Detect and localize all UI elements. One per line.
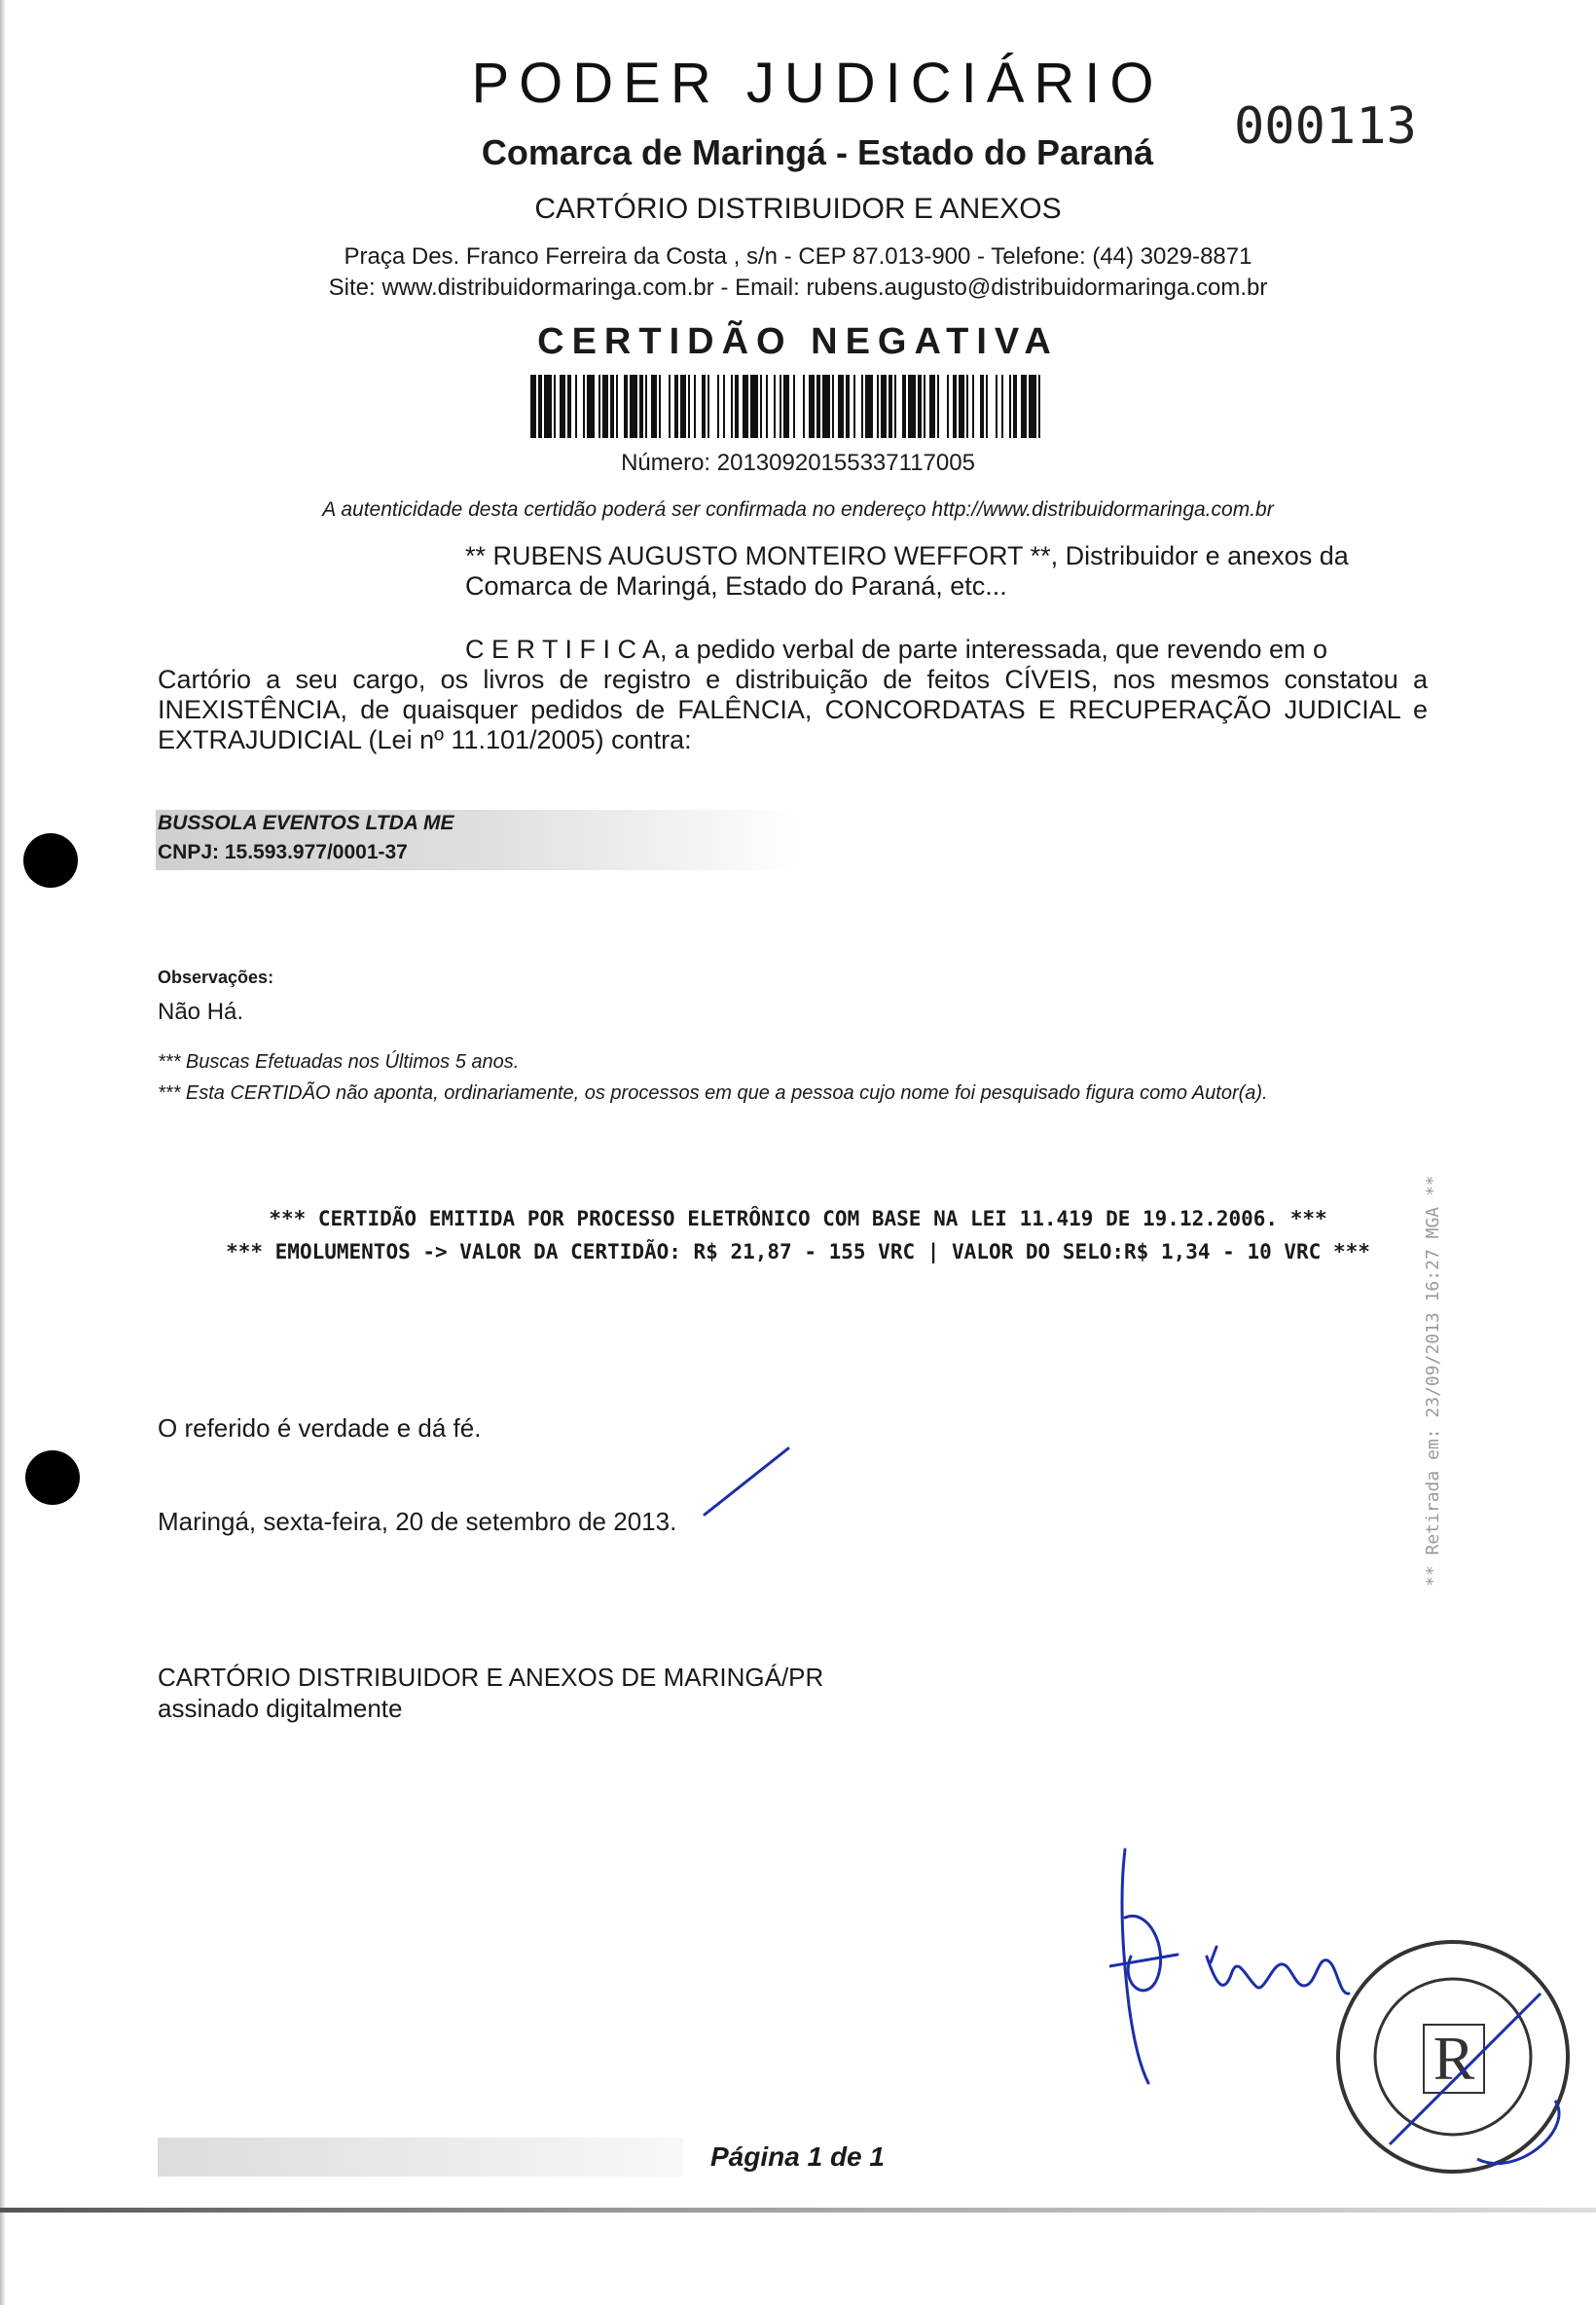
date-line: Maringá, sexta-feira, 20 de setembro de 2013. (158, 1507, 677, 1536)
subject-company: BUSSOLA EVENTOS LTDA ME (158, 812, 454, 834)
pen-tick-mark (699, 1443, 796, 1520)
certifica-first-line: C E R T I F I C A, a pedido verbal de parte interessada, que revendo em o (465, 635, 1328, 664)
observations-label: Observações: (158, 968, 274, 987)
observations-value: Não Há. (158, 999, 244, 1025)
closing-statement: O referido é verdade e dá fé. (158, 1413, 482, 1443)
header-subtitle: Comarca de Maringá - Estado do Paraná (481, 132, 1154, 172)
observation-note-2: *** Esta CERTIDÃO não aponta, ordinariamente, os processos em que a pessoa cujo nome foi pesquisado figura como Autor(a). (158, 1082, 1268, 1104)
office-signature: CARTÓRIO DISTRIBUIDOR E ANEXOS DE MARINGÁ/PR (158, 1663, 824, 1692)
punch-hole (25, 1450, 80, 1505)
seal-monogram: R (1433, 2024, 1475, 2093)
legal-notice-1: *** CERTIDÃO EMITIDA POR PROCESSO ELETRÔNICO COM BASE NA LEI 11.419 DE 19.12.2006. *** (269, 1207, 1327, 1230)
sequence-number: 000113 (1234, 97, 1417, 156)
office-contact: Site: www.distribuidormaringa.com.br - Email: rubens.augusto@distribuidormaringa.com.br (328, 274, 1268, 301)
office-name: CARTÓRIO DISTRIBUIDOR E ANEXOS (534, 193, 1062, 225)
barcode (530, 375, 1042, 438)
header-title: PODER JUDICIÁRIO (471, 52, 1164, 115)
office-address: Praça Des. Franco Ferreira da Costa , s/n - CEP 87.013-900 - Telefone: (44) 3029-8871 (344, 243, 1252, 270)
digital-signature-note: assinado digitalmente (158, 1694, 403, 1723)
scan-bottom-edge (0, 2208, 1596, 2213)
subject-cnpj: CNPJ: 15.593.977/0001-37 (158, 841, 408, 863)
distributor-intro (465, 541, 1438, 602)
observation-note-1: *** Buscas Efetuadas nos Últimos 5 anos. (158, 1051, 520, 1073)
certificate-number: Número: 20130920155337117005 (621, 450, 975, 476)
certifica-body: Cartório a seu cargo, os livros de registro e distribuição de feitos CÍVEIS, nos mesmos constatou a INEXISTÊNCIA, de quaisquer pedidos de FALÊNCIA, CONCORDATAS E RECUPERAÇÃO JUDICIAL e EXTRAJUDICIAL (Lei nº 11.101/2005) contra: (158, 665, 1428, 754)
authenticity-note: A autenticidade desta certidão poderá ser confirmada no endereço http://www.distribuidormaringa.com.br (322, 498, 1274, 521)
vertical-date-stamp: ** Retirada em: 23/09/2013 16:27 MGA ** (1423, 1175, 1443, 1587)
footer-smudge (158, 2138, 683, 2177)
notary-seal (1331, 1935, 1575, 2178)
distributor-line-2: Comarca de Maringá, Estado do Paraná, etc... (465, 571, 1007, 601)
certification-paragraph (158, 635, 1428, 755)
distributor-line-1: ** RUBENS AUGUSTO MONTEIRO WEFFORT **, Distribuidor e anexos da (465, 541, 1349, 570)
page-indicator: Página 1 de 1 (710, 2141, 885, 2172)
legal-notice-2: *** EMOLUMENTOS -> VALOR DA CERTIDÃO: R$ 21,87 - 155 VRC | VALOR DO SELO:R$ 1,34 - 10 VRC *** (226, 1240, 1370, 1263)
certificate-title: CERTIDÃO NEGATIVA (537, 321, 1059, 362)
punch-hole (23, 833, 78, 888)
